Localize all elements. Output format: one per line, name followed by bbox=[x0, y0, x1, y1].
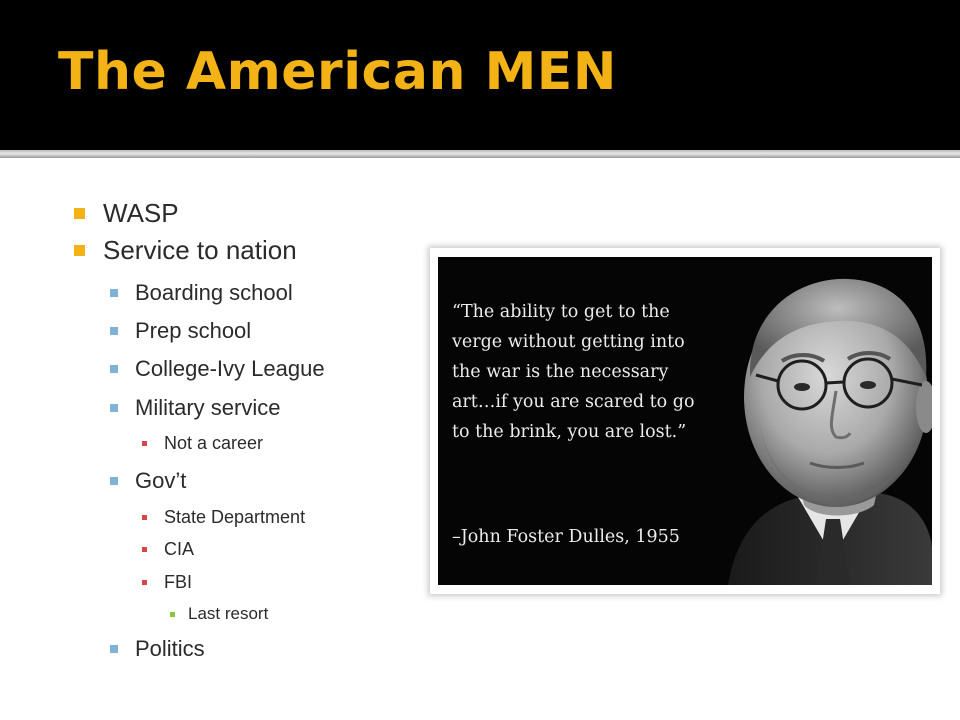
bullet-item bbox=[110, 395, 280, 421]
square-bullet-icon bbox=[110, 645, 118, 653]
bullet-item bbox=[110, 356, 325, 382]
bullet-text: Not a career bbox=[164, 433, 264, 453]
square-bullet-icon bbox=[142, 580, 147, 585]
bullet-item bbox=[110, 318, 251, 344]
bullet-item bbox=[142, 433, 263, 454]
bullet-item bbox=[74, 235, 297, 266]
quote-line: verge without getting into bbox=[452, 332, 685, 352]
slide-title: The American MEN bbox=[58, 42, 617, 102]
square-bullet-icon bbox=[142, 547, 147, 552]
quote-portrait-image bbox=[438, 257, 932, 585]
quote-image-frame bbox=[430, 248, 940, 594]
bullet-text: Boarding school bbox=[135, 280, 293, 305]
bullet-text: CIA bbox=[164, 539, 195, 559]
bullet-item bbox=[142, 507, 305, 528]
square-bullet-icon bbox=[142, 441, 147, 446]
square-bullet-icon bbox=[142, 515, 147, 520]
bullet-text: Politics bbox=[135, 636, 205, 661]
quote-line: to the brink, you are lost.” bbox=[452, 422, 687, 442]
bullet-text: Last resort bbox=[188, 604, 269, 623]
square-bullet-icon bbox=[170, 612, 175, 617]
square-bullet-icon bbox=[110, 289, 118, 297]
quote-text bbox=[452, 297, 742, 447]
bullet-item bbox=[170, 604, 268, 624]
square-bullet-icon bbox=[74, 245, 85, 256]
quote-line: “The ability to get to the bbox=[452, 302, 670, 322]
quote-line: art…if you are scared to go bbox=[452, 392, 695, 412]
bullet-item bbox=[142, 572, 192, 593]
bullet-item bbox=[142, 539, 194, 560]
square-bullet-icon bbox=[74, 208, 85, 219]
bullet-text: WASP bbox=[103, 198, 179, 228]
bullet-text: FBI bbox=[164, 572, 193, 592]
square-bullet-icon bbox=[110, 365, 118, 373]
bullet-text: College-Ivy League bbox=[135, 356, 325, 381]
bullet-list bbox=[0, 0, 420, 720]
quote-line: the war is the necessary bbox=[452, 362, 669, 382]
bullet-text: Service to nation bbox=[103, 235, 297, 265]
bullet-item bbox=[110, 280, 293, 306]
square-bullet-icon bbox=[110, 404, 118, 412]
bullet-item bbox=[74, 198, 179, 229]
square-bullet-icon bbox=[110, 327, 118, 335]
bullet-text: Prep school bbox=[135, 318, 252, 343]
quote-attribution: –John Foster Dulles, 1955 bbox=[452, 527, 680, 547]
bullet-text: Gov’t bbox=[135, 468, 187, 493]
bullet-text: Military service bbox=[135, 395, 281, 420]
square-bullet-icon bbox=[110, 477, 118, 485]
bullet-text: State Department bbox=[164, 507, 306, 527]
bullet-item bbox=[110, 636, 205, 662]
bullet-item bbox=[110, 468, 186, 494]
